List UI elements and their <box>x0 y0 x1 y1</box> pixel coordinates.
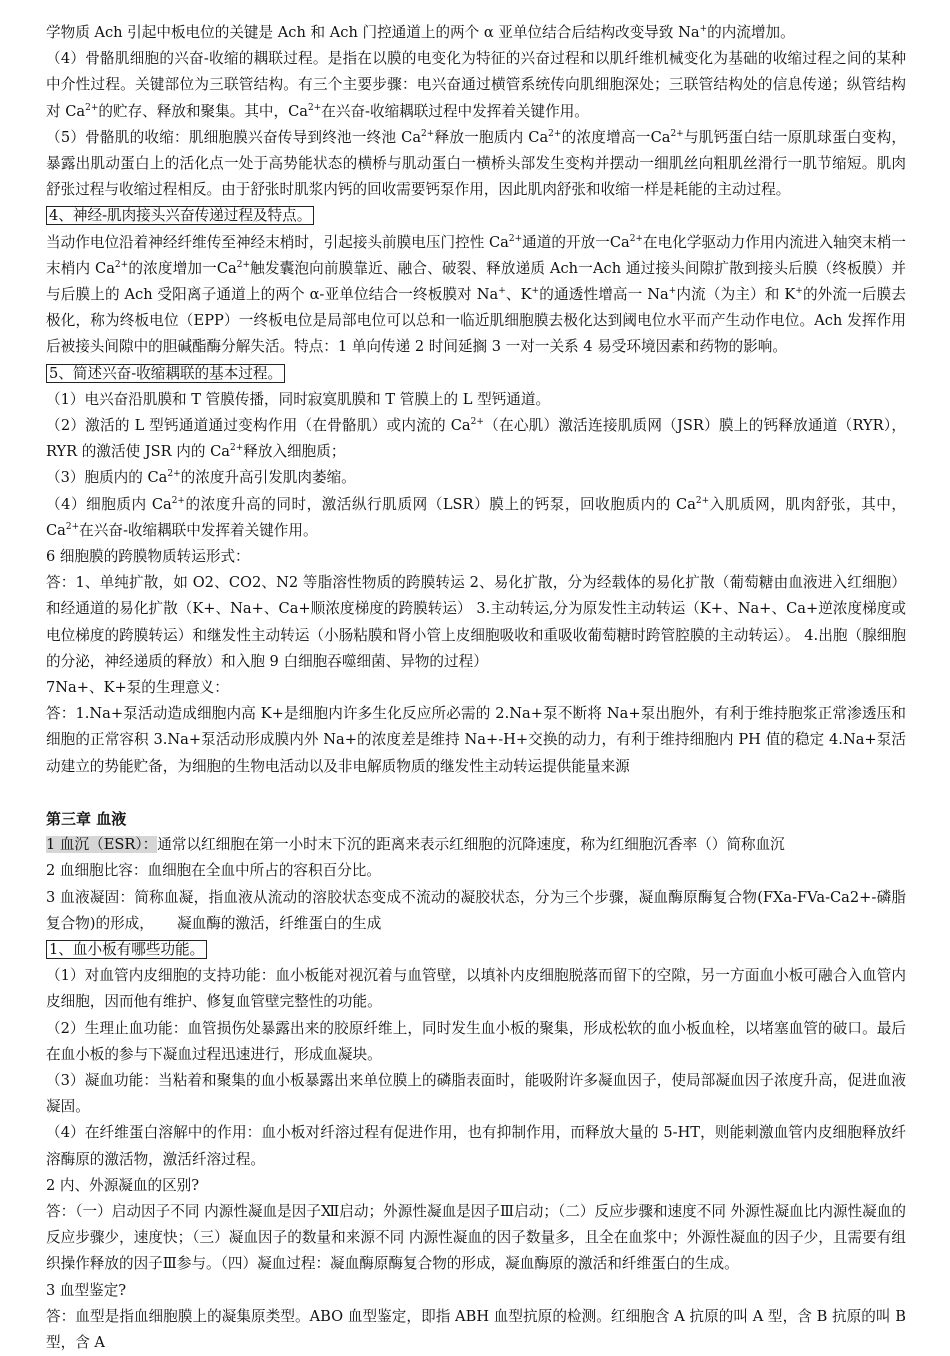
question-b3-answer: 答：血型是指血细胞膜上的凝集原类型。ABO 血型鉴定，即指 ABH 血型抗原的检测。红细胞含 A 抗原的叫 A 型，含 B 抗原的叫 B 型，含 A <box>46 1307 906 1351</box>
question-6-answer: 答：1、单纯扩散，如 O2、CO2、N2 等脂溶性物质的跨膜转运 2、易化扩散，分为经载体的易化扩散（葡萄糖由血液进入红细胞）和经通道的易化扩散（K+、Na+、Ca+顺浓度梯度的跨膜转运） 3.主动转运,分为原发性主动转运（K+、Na+、Ca+逆浓度梯度或电位梯度的跨膜转运）和继发性主动转运（小肠粘膜和肾小管上皮细胞吸收和重吸收葡萄糖时跨管腔膜的主动转运）。 4.出胞（腺细胞的分泌，神经递质的释放）和入胞 9 白细胞吞噬细菌、异物的过程） <box>46 574 906 670</box>
platelet-function-1: （1）对血管内皮细胞的支持功能：血小板能对视沉着与血管壁，以填补内皮细胞脱落而留下的空隙，另一方面血小板可融合入血管内皮细胞，因而他有维护、修复血管壁完整性的功能。 <box>46 967 906 1011</box>
definition-esr <box>46 832 906 858</box>
heading-ec-coupling: 5、简述兴奋-收缩耦联的基本过程。 <box>46 364 285 383</box>
paragraph-coupling: （4）骨骼肌细胞的兴奋-收缩的耦联过程。是指在以膜的电变化为特征的兴奋过程和以肌纤维机械变化为基础的收缩过程之间的某种中介性过程。关键部位为三联管结构。有三个主要步骤：电兴奋通过横管系统传向肌细胞深处；三联管结构处的信息传递；纵管结构对 $Ca^{2+}$的贮存、释放和聚集。其中，$Ca^{2+}$在兴奋-收缩耦联过程中发挥着关键作用。 <box>46 50 906 120</box>
definition-coagulation: 3 血液凝固：简称血凝，指血液从流动的溶胶状态变成不流动的凝胶状态，分为三个步骤，凝血酶原酶复合物(FXa-FVa-Ca2+-磷脂复合物)的形成， 凝血酶的激活，纤维蛋白的生成 <box>46 888 906 932</box>
definition-hematocrit: 2 血细胞比容：血细胞在全血中所占的容积百分比。 <box>46 862 381 880</box>
heading-neuromuscular: 4、神经-肌肉接头兴奋传递过程及特点。 <box>46 206 314 225</box>
question-7-title: 7Na+、K+泵的生理意义： <box>46 679 229 697</box>
ec-step-4: （4）细胞质内 $Ca^{2+}$的浓度升高的同时，激活纵行肌质网（LSR）膜上的钙泵，回收胞质内的 $Ca^{2+}$入肌质网，肌肉舒张，其中，$Ca^{2+}$在兴奋-收缩耦联中发挥着关键作用。 <box>46 495 906 539</box>
heading-platelet-functions: 1、血小板有哪些功能。 <box>46 940 207 959</box>
question-7-answer: 答：1.Na+泵活动造成细胞内高 K+是细胞内许多生化反应所必需的 2.Na+泵不断将 Na+泵出胞外，有利于维持胞浆正常渗透压和细胞的正常容积 3.Na+泵活动形成膜内外 Na+的浓度差是维持 Na+-H+交换的动力，有利于维持细胞内 PH 值的稳定 4.Na+泵活动建立的势能贮备，为细胞的生物电活动以及非电解质物质的继发性主动转运提供能量来源 <box>46 705 906 775</box>
definition-esr-term: 1 血沉（ESR）： <box>46 836 158 854</box>
paragraph-ach: 学物质 Ach 引起中板电位的关键是 Ach 和 Ach 门控通道上的两个 α 亚单位结合后结构改变导致 Na+的内流增加。 <box>46 24 795 41</box>
ec-step-3: （3）胞质内的 $Ca^{2+}$的浓度升高引发肌肉萎缩。 <box>46 469 356 487</box>
ec-step-1: （1）电兴奋沿肌膜和 T 管膜传播，同时寂寞肌膜和 T 管膜上的 L 型钙通道。 <box>46 390 551 408</box>
platelet-function-3: （3）凝血功能：当粘着和聚集的血小板暴露出来单位膜上的磷脂表面时，能吸附许多凝血因子，使局部凝血因子浓度升高，促进血液凝固。 <box>46 1071 906 1116</box>
question-b3-title: 3 血型鉴定? <box>46 1281 127 1299</box>
platelet-function-4: （4）在纤维蛋白溶解中的作用：血小板对纤溶过程有促进作用，也有抑制作用，而释放大量的 5-HT，则能刺激血管内皮细胞释放纤溶酶原的激活物，激活纤溶过程。 <box>46 1124 906 1168</box>
definition-esr-text: 通常以红细胞在第一小时末下沉的距离来表示红细胞的沉降速度，称为红细胞沉香率（）简称血沉 <box>157 836 785 854</box>
question-b2-answer: 答：（一）启动因子不同 内源性凝血是因子Ⅻ启动；外源性凝血是因子Ⅲ启动；（二）反应步骤和速度不同 外源性凝血比内源性凝血的反应步骤少，速度快；（三）凝血因子的数量和来源不同 内源性凝血的因子数量多，且全在血浆中；外源性凝血的因子少，且需要有组织操作释放的因子Ⅲ参与。（四）凝血过程：凝血酶原酶复合物的形成，凝血酶原的激活和纤维蛋白的生成。 <box>46 1202 906 1273</box>
paragraph-contraction: （5）骨骼肌的收缩：肌细胞膜兴奋传导到终池一终池 $Ca^{2+}$释放一胞质内 $Ca^{2+}$的浓度增高一$Ca^{2+}$与肌钙蛋白结一原肌球蛋白变构，暴露出肌动蛋白上的活化点一处于高势能状态的横桥与肌动蛋白一横桥头部发生变构并摆动一细肌丝向粗肌丝滑行一肌节缩短。肌肉舒张过程与收缩过程相反。由于舒张时肌浆内钙的回收需要钙泵作用，因此肌肉舒张和收缩一样是耗能的主动过程。 <box>46 128 906 199</box>
question-b2-title: 2 内、外源凝血的区别? <box>46 1176 200 1194</box>
question-6-title: 6 细胞膜的跨膜物质转运形式： <box>46 548 250 566</box>
platelet-function-2: （2）生理止血功能：血管损伤处暴露出来的胶原纤维上，同时发生血小板的聚集，形成松软的血小板血栓，以堵塞血管的破口。最后在血小板的参与下凝血过程迅速进行，形成血凝块。 <box>46 1019 906 1063</box>
paragraph-neuromuscular: 当动作电位沿着神经纤维传至神经末梢时，引起接头前膜电压门控性 $Ca^{2+}$通道的开放一$Ca^{2+}$在电化学驱动力作用内流进入轴突末梢一末梢内 $Ca^{2+}$的浓度增加一$Ca^{2+}$触发囊泡向前膜靠近、融合、破裂、释放递质 Ach一Ach 通过接头间隙扩散到接头后膜（终板膜）并与后膜上的 Ach 受阳离子通道上的两个 α-亚单位结合一终板膜对 Na+、K+的通透性增高一 Na+内流（为主）和 K+的外流一后膜去极化，称为终板电位（EPP）一终板电位是局部电位可以总和一临近肌细胞膜去极化达到阈电位水平而产生动作电位。Ach 发挥作用后被接头间隙中的胆碱酯酶分解失活。特点：1 单向传递 2 时间延搁 3 一对一关系 4 易受环境因素和药物的影响。 <box>46 233 906 356</box>
chapter-3-title: 第三章 血液 <box>46 809 127 828</box>
ec-step-2: （2）激活的 L 型钙通道通过变构作用（在骨骼肌）或内流的 $Ca^{2+}$（在心肌）激活连接肌质网（JSR）膜上的钙释放通道（RYR），RYR 的激活使 JSR 内的 $Ca^{2+}$释放入细胞质； <box>46 417 907 461</box>
